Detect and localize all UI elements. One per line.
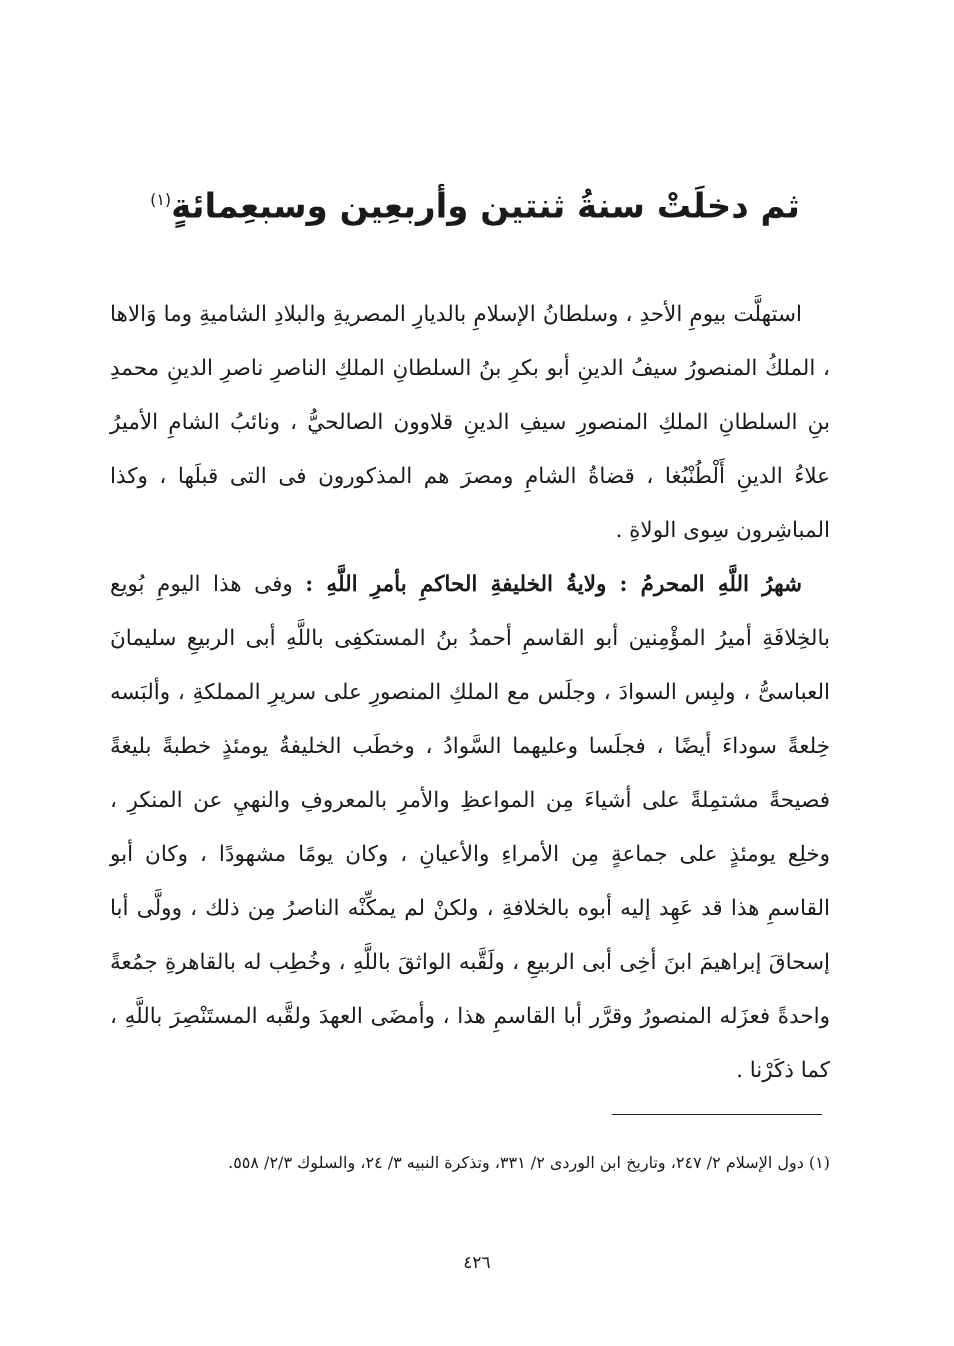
footnote-separator <box>612 1114 822 1115</box>
paragraph-2 <box>110 558 830 1098</box>
footnote: (١) دول الإسلام ٢/ ٢٤٧، وتاريخ ابن الوردى ٢/ ٣٣١، وتذكرة النبيه ٣/ ٢٤، والسلوك ٢/٣/ ٥٥٨. <box>228 1153 830 1172</box>
body-text <box>110 288 830 1098</box>
title-footnote-marker: (١) <box>150 189 172 209</box>
chapter-title-text: ثم دخلَتْ سنةُ ثنتين وأربعِين وسبعِمائةٍ <box>171 186 800 227</box>
paragraph-2-text: وفى هذا اليومِ بُويع بالخِلافَةِ أميرُ المؤْمِنين أبو القاسمِ أحمدُ بنُ المستكفِى باللَّهِ أبى الربيعِ سليمانَ العباسىُّ ، ولبِس السوادَ ، وجلَس مع الملكِ المنصورِ على سريرِ المملكةِ ، وألبَسه خِلعةً سوداءَ أيضًا ، فجلَسا وعليهما السَّوادُ ، وخطَب الخليفةُ يومئذٍ خطبةً بليغةً فصيحةً مشتمِلةً على أشياءَ مِن المواعظِ والأمرِ بالمعروفِ والنهيِ عن المنكرِ ، وخلِع يومئذٍ على جماعةٍ مِن الأمراءِ والأعيانِ ، وكان يومًا مشهودًا ، وكان أبو القاسمِ هذا قد عَهِد إليه أبوه بالخلافةِ ، ولكنْ لم يمكِّنْه الناصرُ مِن ذلك ، وولَّى أبا إسحاقَ إبراهيمَ ابنَ أخِى أبى الربيعِ ، ولَقَّبه الواثقَ باللَّهِ ، وخُطِب له بالقاهرةِ جمُعةً واحدةً فعزَله المنصورُ وقرَّر أبا القاسمِ هذا ، وأمضَى العهدَ ولقَّبه المستَنْصِرَ باللَّهِ ، كما ذكَرْنا . <box>110 572 830 1083</box>
chapter-title <box>120 165 830 235</box>
page-number: ٤٢٦ <box>463 1253 491 1273</box>
paragraph-1-text: استهلَّت بيومِ الأحدِ ، وسلطانُ الإسلامِ بالديارِ المصريةِ والبلادِ الشاميةِ وما وَالاها ، الملكُ المنصورُ سيفُ الدينِ أبو بكرِ بنُ السلطانِ الملكِ الناصرِ ناصرِ الدينِ محمدِ بنِ السلطانِ الملكِ المنصورِ سيفِ الدينِ قلاوون الصالحيُّ ، ونائبُ الشامِ الأميرُ علاءُ الدينِ أَلْطُنْبُغا ، قضاةُ الشامِ ومصرَ هم المذكورون فى التى قبلَها ، وكذا المباشِرون سِوى الولاةِ . <box>110 302 830 543</box>
paragraph-2-heading: شهرُ اللَّهِ المحرمُ : ولايةُ الخليفةِ الحاكمِ بأمرِ اللَّهِ : <box>305 572 802 597</box>
paragraph-1 <box>110 288 830 558</box>
